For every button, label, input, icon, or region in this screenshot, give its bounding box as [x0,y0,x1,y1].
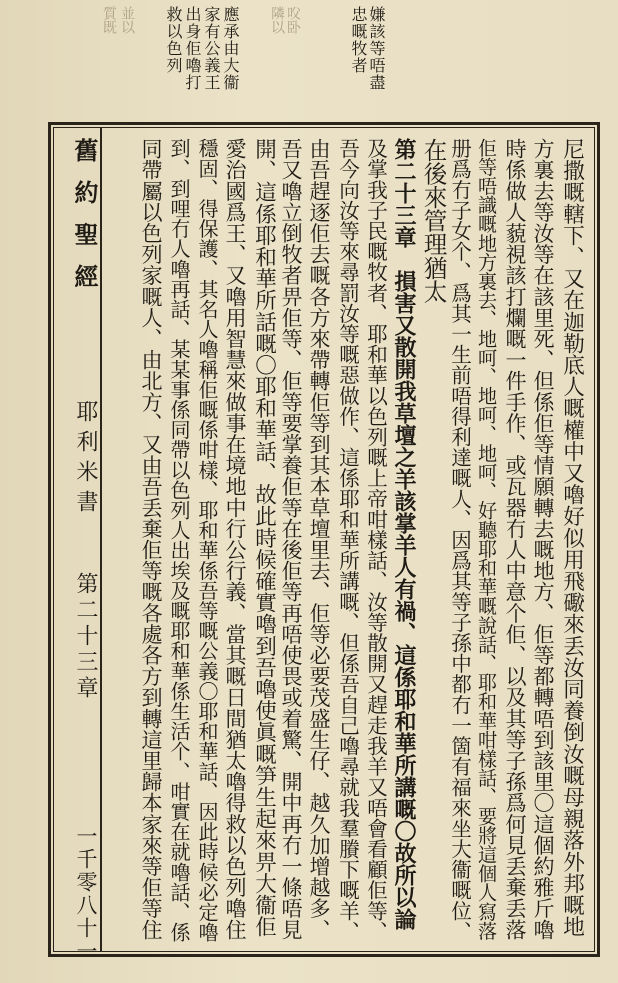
faint-note-1: 㕮卧 [285,6,301,34]
text-column: 同帶屬以色列家嘅人、由北方、又由吾丢棄佢等嘅各處各方到轉這里歸本家來等佢等住 [139,138,165,940]
margin-note-left-4: 救以色列 [164,6,183,74]
text-column: 愛治國爲王、又嚕用智慧來做事在境地中行公行義、當其嘅日間猶太嚕得救以色列嚕住 [223,138,249,940]
margin-note-middle-1: 嫌該等唔盡 [367,6,386,91]
text-column: 册爲冇子女个、爲其一生前唔得利達嘅人、因爲其等子孫中都冇一箇有福來坐大衞嘅位、 [447,138,472,942]
text-column: 尼撒嘅轄下、又在迦勒底人嘅權中又嚕好似用飛礮來丢汝同養倒汝嘅母親落外邦嘅地 [559,138,585,938]
top-margin-notes [0,0,618,112]
text-column: 及掌我子民嘅牧者、耶和華以色列嘅上帝咁樣話、汝等散開又趕走我羊又唔會看顧佢等、 [363,138,388,942]
faint-note-4: 質既 [101,6,117,34]
faint-note-3: 並以 [119,6,135,34]
sidebar-divider [100,127,102,952]
text-column: 穩固、得保護、其名人嚕稱佢嘅係咁樣、耶和華係吾等嘅公義〇耶和華話、因此時候必定嚕 [195,138,220,942]
margin-note-left-3: 出身佢嚕打 [183,6,202,91]
chapter-heading-column: 第二十三章 損害又散開我草壇之羊該掌羊人有禍、這係耶和華所講嘅〇故所以論 [391,138,417,930]
sidebar-title: 舊約聖經 [70,138,99,306]
sidebar-chapter: 第二十三章 [73,572,98,702]
margin-note-middle-2: 忠嘅牧者 [349,6,368,74]
text-column: 方裏去等汝等在該里死、但係佢等情願轉去嘅地方、佢等都轉唔到該里〇這個約雅斤嚕 [531,138,557,940]
sidebar-book-name: 耶利米書 [73,400,98,520]
text-column: 時係做人藐視該打爛嘅一件手作、或瓦器冇人中意个佢、以及其等子孫爲何見丢棄丢落 [503,138,529,940]
text-column: 到、到哩冇人嚕再話、某某事係同帶以色列人出埃及嘅耶和華係生活个、咁實在就嚕話、係 [167,138,192,942]
text-column: 吾又嚕立倒牧者畀佢等、佢等要掌養佢等在後佢等再唔使畏或着驚、開中再冇一條唔見 [279,138,305,940]
text-column: 由吾趕逐佢去嘅各方來帶轉佢等到其本草壇里去、佢等必要茂盛生仔、越久加增越多、 [307,138,333,940]
text-column: 開、這係耶和華所話嘅〇耶和華話、故此時候確實嚕到吾嚕使眞嘅笋生起來畀大衞佢 [251,138,277,938]
margin-note-left-1: 應承由大衞 [221,6,240,91]
text-column: 吾今向汝等來尋罰汝等嘅惡做作、這係耶和華所講嘅、但係吾自己嚕尋就我羣賸下嘅羊、 [335,138,360,942]
faint-note-2: 隣以 [269,6,285,34]
margin-note-left-2: 家有公義王 [202,6,221,91]
text-column: 在後來管理猶太 [419,138,448,304]
sidebar-page-number: 一千零八十一 [74,825,98,963]
text-column: 佢等唔識嘅地方裏去、地呵、地呵、地呵、好聽耶和華嘅說話、耶和華咁樣話、要將這個人寫落 [475,138,499,941]
